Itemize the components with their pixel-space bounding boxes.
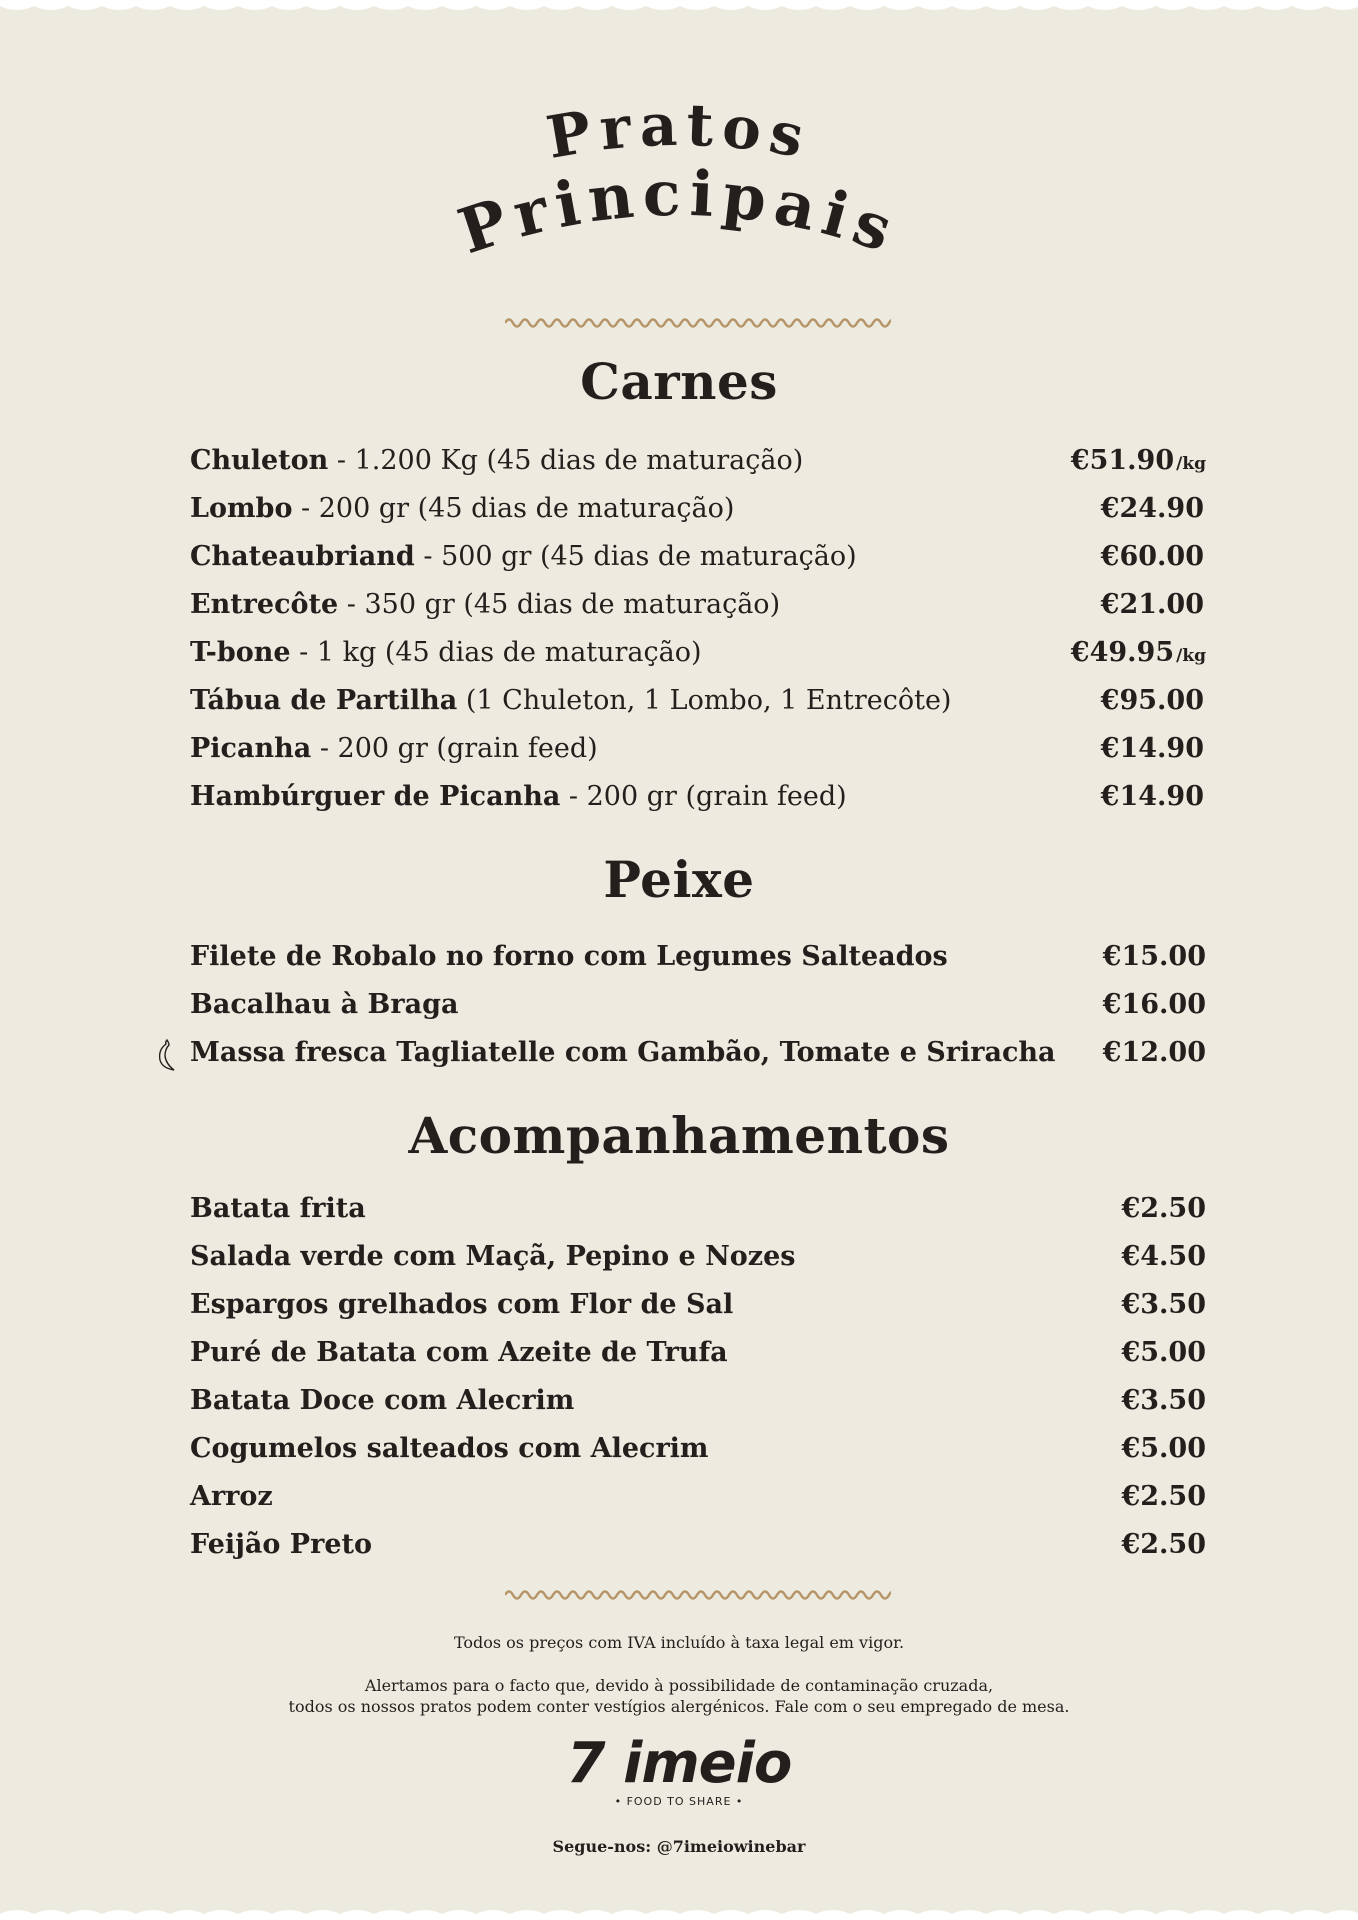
item-price: €14.90 [1100,732,1204,764]
peixe-list [190,932,1206,1076]
item-price: €3.50 [1121,1288,1206,1320]
menu-item [190,932,1206,980]
item-name: Chateaubriand [190,540,415,572]
item-name: Feijão Preto [190,1528,372,1560]
item-name: Massa fresca Tagliatelle com Gambão, Tomate e Sriracha [190,1036,1056,1068]
item-description: 1 kg (45 dias de maturação) [316,636,702,668]
item-price: €15.00 [1102,940,1206,972]
menu-title [0,95,1358,295]
menu-item [190,1376,1206,1424]
menu-item: T-bone - 1 kg (45 dias de maturação) €49.95 /kg [190,636,1206,668]
allergen-note-line2: todos os nossos pratos podem conter vestígios alergénicos. Fale com o seu empregado de mesa. [288,1697,1070,1716]
menu-item: Chuleton - 1.200 Kg (45 dias de maturação) €51.90 /kg [190,444,1206,476]
menu-item: Entrecôte - 350 gr (45 dias de maturação) €21.00 [190,588,1204,620]
item-description: (1 Chuleton, 1 Lombo, 1 Entrecôte) [465,684,952,716]
title-line-principais: Principais [449,156,909,269]
item-price: €2.50 [1121,1528,1206,1560]
price-unit: /kg [1176,453,1206,474]
item-name: T-bone [190,636,291,668]
item-name: Cogumelos salteados com Alecrim [190,1432,709,1464]
item-price: €2.50 [1121,1192,1206,1224]
menu-item: Hambúrguer de Picanha - 200 gr (grain feed) €14.90 [190,780,1204,812]
menu-item [190,1232,1206,1280]
item-name: Chuleton [190,444,329,476]
item-description: 350 gr (45 dias de maturação) [364,588,781,620]
item-description: 200 gr (grain feed) [586,780,847,812]
brand-logo [0,1731,1358,1808]
menu-item [190,1472,1206,1520]
menu-item [190,1424,1206,1472]
menu-item [190,1028,1206,1076]
item-description: 500 gr (45 dias de maturação) [441,540,857,572]
item-price: €95.00 [1100,684,1204,716]
menu-item: Picanha - 200 gr (grain feed) €14.90 [190,732,1204,764]
item-name: Lombo [190,492,293,524]
menu-item: Chateaubriand - 500 gr (45 dias de maturação) €60.00 [190,540,1204,572]
item-price: €21.00 [1100,588,1204,620]
item-description: 1.200 Kg (45 dias de maturação) [354,444,804,476]
item-description: 200 gr (grain feed) [337,732,598,764]
item-name: Tábua de Partilha [190,684,458,716]
wave-divider-bottom [505,1586,891,1604]
item-name: Batata frita [190,1192,366,1224]
menu-item [190,1520,1206,1568]
item-price: €60.00 [1100,540,1204,572]
wave-divider-top [505,314,891,332]
item-name: Bacalhau à Braga [190,988,459,1020]
item-price: €51.90 [1070,444,1175,476]
item-name: Batata Doce com Alecrim [190,1384,575,1416]
bottom-wavy-edge [0,1906,1358,1920]
item-price: €5.00 [1121,1336,1206,1368]
logo-wordmark: 7 imeio [566,1731,792,1796]
allergen-note-line1: Alertamos para o facto que, devido à possibilidade de contaminação cruzada, [364,1676,994,1695]
item-name: Hambúrguer de Picanha [190,780,561,812]
item-price: €2.50 [1121,1480,1206,1512]
footer-notes [0,1632,1358,1717]
menu-item [190,1184,1206,1232]
menu-item [190,980,1206,1028]
menu-item: Lombo - 200 gr (45 dias de maturação) €24.90 [190,492,1204,524]
item-price: €14.90 [1100,780,1204,812]
carnes-list [190,436,1206,820]
item-name: Puré de Batata com Azeite de Trufa [190,1336,728,1368]
item-price: €4.50 [1121,1240,1206,1272]
item-price: €12.00 [1102,1036,1206,1068]
menu-item [190,676,1206,724]
item-price: €5.00 [1121,1432,1206,1464]
top-wavy-edge [0,0,1358,14]
item-name: Arroz [190,1480,273,1512]
section-title-acompanhamentos: Acompanhamentos [408,1106,950,1165]
vat-note: Todos os preços com IVA incluído à taxa legal em vigor. [453,1633,905,1652]
menu-item [190,1328,1206,1376]
chili-pepper-icon [154,1038,180,1072]
item-name: Entrecôte [190,588,339,620]
item-description: 200 gr (45 dias de maturação) [318,492,735,524]
item-name: Picanha [190,732,312,764]
price-unit: /kg [1176,645,1206,666]
social-handle: Segue-nos: @7imeiowinebar [552,1837,806,1856]
item-name: Salada verde com Maçã, Pepino e Nozes [190,1240,796,1272]
item-name: Filete de Robalo no forno com Legumes Salteados [190,940,948,972]
logo-tagline: • FOOD TO SHARE • [614,1795,744,1808]
item-price: €49.95 [1070,636,1175,668]
section-title-carnes: Carnes [580,352,778,411]
item-price: €3.50 [1121,1384,1206,1416]
title-line-pratos: Pratos [541,95,817,173]
item-price: €16.00 [1102,988,1206,1020]
section-title-peixe: Peixe [603,850,755,909]
menu-item [190,1280,1206,1328]
item-name: Espargos grelhados com Flor de Sal [190,1288,734,1320]
item-price: €24.90 [1100,492,1204,524]
acompanhamentos-list [190,1184,1206,1568]
